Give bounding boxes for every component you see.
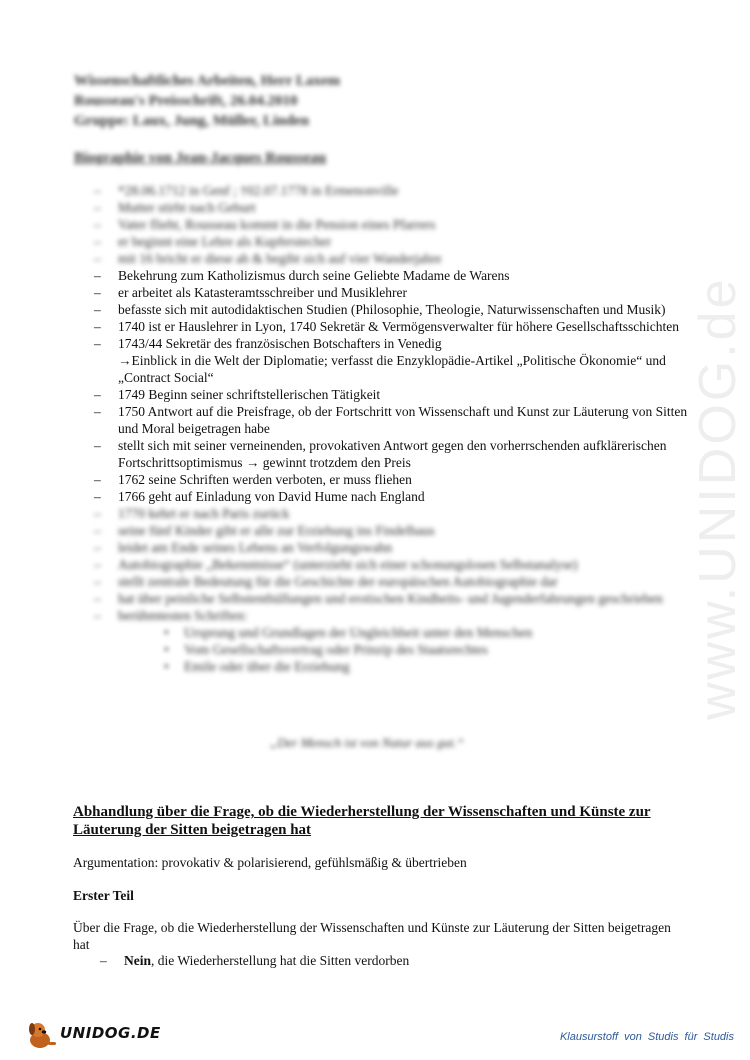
bio-item-text: 1743/44 Sekretär des französischen Botschafters in Venedig: [118, 336, 442, 351]
dash-marker: –: [94, 302, 101, 317]
bio-item-text: 1740 ist er Hauslehrer in Lyon, 1740 Sekretär & Vermögensverwalter für höhere Gesellschaftsschichten: [118, 319, 679, 334]
biography-title: Biographie von Jean-Jacques Rousseau: [74, 150, 327, 166]
section-title: Abhandlung über die Frage, ob die Wiederherstellung der Wissenschaften und Künste zur Läuterung der Sitten beigetragen hat: [73, 804, 651, 838]
bio-list-item: [94, 437, 694, 471]
bio-item-text: Vater flieht, Rousseau kommt in die Pension eines Pfarrers: [118, 217, 436, 232]
bio-list-item: [94, 471, 694, 488]
bio-list-item: [94, 250, 694, 267]
bio-list-item: [94, 607, 694, 624]
bio-item-text: hat über peinliche Selbstenthüllungen und erotischen Kindheits- und Jugenderfahrungen geschrieben: [118, 591, 663, 606]
dash-marker: –: [94, 472, 101, 487]
bio-item-text: 1770 kehrt er nach Paris zurück: [118, 506, 290, 521]
bio-list-item: [94, 318, 694, 335]
bullet-icon: •: [164, 625, 169, 640]
bio-item-text: Autobiographie „Bekenntnisse“ (unterzieht sich einer schonungslosen Selbstanalyse): [118, 557, 578, 572]
dash-marker: –: [94, 591, 101, 606]
header-line-3: Gruppe: Laux, Jung, Müller, Linden: [74, 113, 309, 129]
bio-list-item: [94, 284, 694, 301]
dog-icon: [24, 1018, 58, 1052]
bio-list-item: [94, 573, 694, 590]
watermark: www.UNIDOG.de: [689, 276, 747, 720]
bio-item-text: Mutter stirbt nach Geburt: [118, 200, 256, 215]
answer-rest: , die Wiederherstellung hat die Sitten verdorben: [151, 953, 410, 968]
bio-item-text: 1766 geht auf Einladung von David Hume nach England: [118, 489, 425, 504]
header-line-1: Wissenschaftliches Arbeiten, Herr Laxem: [74, 73, 341, 89]
bio-list-item: [94, 335, 694, 386]
document-header: [74, 71, 340, 131]
bio-item-text: berühmtesten Schriften:: [118, 608, 248, 623]
part-paragraph: Über die Frage, ob die Wiederherstellung der Wissenschaften und Künste zur Läuterung der Sitten beigetragen hat: [73, 920, 671, 952]
footer-slogan: Klausurstoff von Studis für Studis: [559, 1031, 734, 1043]
argumentation-line: Argumentation: provokativ & polarisierend, gefühlsmäßig & übertrieben: [73, 855, 467, 870]
work-item: [164, 624, 694, 641]
bio-list-item: [94, 488, 694, 505]
dash-marker: –: [94, 523, 101, 538]
part-title: Erster Teil: [73, 888, 134, 903]
dash-marker: –: [94, 234, 101, 249]
bio-list-item: [94, 505, 694, 522]
dash-marker: –: [94, 268, 101, 283]
bio-item-text: er beginnt eine Lehre als Kupferstecher: [118, 234, 332, 249]
dash-marker: –: [94, 438, 101, 453]
bio-item-text: Bekehrung zum Katholizismus durch seine Geliebte Madame de Warens: [118, 268, 510, 283]
work-title: Ursprung und Grundlagen der Ungleichheit unter den Menschen: [184, 625, 533, 640]
dash-marker: –: [94, 285, 101, 300]
bio-list-item: [94, 590, 694, 607]
dash-marker: –: [94, 200, 101, 215]
work-item: [164, 658, 694, 675]
bio-list-item: [94, 267, 694, 284]
work-title: Emile oder über die Erziehung: [184, 659, 350, 674]
dash-marker: –: [94, 251, 101, 266]
header-line-2: Rousseau's Preisschrift, 26.04.2010: [74, 93, 298, 109]
bullet-icon: •: [164, 642, 169, 657]
dash-marker: –: [94, 540, 101, 555]
bio-list-item: [94, 199, 694, 216]
bio-item-text: stellt zentrale Bedeutung für die Geschichte der europäischen Autobiographie dar: [118, 574, 558, 589]
biography-list: [94, 182, 694, 675]
work-title: Vom Gesellschaftsvertrag oder Prinzip des Staatsrechtes: [184, 642, 488, 657]
bio-list-item: [94, 216, 694, 233]
dash-marker: –: [94, 387, 101, 402]
bio-item-text: 1762 seine Schriften werden verboten, er muss fliehen: [118, 472, 412, 487]
works-list: [94, 624, 694, 675]
bio-list-item: [94, 182, 694, 199]
work-item: [164, 641, 694, 658]
dash-marker: –: [94, 489, 101, 504]
dash-marker: –: [94, 506, 101, 521]
dash-marker: –: [94, 319, 101, 334]
dash-marker: –: [94, 217, 101, 232]
rousseau-quote: „Der Mensch ist von Natur aus gut.“: [270, 735, 464, 750]
bio-item-text: stellt sich mit seiner verneinenden, provokativen Antwort gegen den vorherrschenden aufklärerischen Fortschrittsoptimismus → gewinnt trotzdem den Preis: [118, 438, 667, 470]
bullet-icon: •: [164, 659, 169, 674]
bio-list-item: [94, 386, 694, 403]
bio-list-item: [94, 301, 694, 318]
bio-item-text: er arbeitet als Katasteramtsschreiber und Musiklehrer: [118, 285, 408, 300]
bio-list-item: [94, 539, 694, 556]
bio-list-item: [94, 556, 694, 573]
bio-item-text: *28.06.1712 in Genf ; †02.07.1778 in Ermenonville: [118, 183, 399, 198]
logo-text: UNIDOG.DE: [60, 1024, 161, 1042]
bio-item-text: seine fünf Kinder gibt er alle zur Erziehung ins Findelhaus: [118, 523, 435, 538]
unidog-logo[interactable]: [24, 1018, 161, 1052]
bio-list-item: [94, 233, 694, 250]
bio-item-text: 1749 Beginn seiner schriftstellerischen Tätigkeit: [118, 387, 381, 402]
bio-item-text: leidet am Ende seines Lebens an Verfolgungswahn: [118, 540, 393, 555]
dash-marker: –: [94, 404, 101, 419]
bio-item-text: 1750 Antwort auf die Preisfrage, ob der Fortschritt von Wissenschaft und Kunst zur Läuterung von Sitten und Moral beigetragen habe: [118, 404, 688, 436]
bio-list-item: [94, 522, 694, 539]
bio-item-text: befasste sich mit autodidaktischen Studien (Philosophie, Theologie, Naturwissenschaften und Musik): [118, 302, 666, 317]
dash-marker: –: [100, 953, 107, 968]
dash-marker: –: [94, 574, 101, 589]
answer-line: [100, 953, 409, 969]
dash-marker: –: [94, 608, 101, 623]
bio-list-item: [94, 403, 694, 437]
dash-marker: –: [94, 336, 101, 351]
answer-bold: Nein: [124, 953, 151, 968]
dash-marker: –: [94, 557, 101, 572]
dash-marker: –: [94, 183, 101, 198]
bio-item-subtext: →Einblick in die Welt der Diplomatie; verfasst die Enzyklopädie-Artikel „Politische Ökonomie“ und „Contract Social“: [118, 353, 666, 385]
bio-item-text: mit 16 bricht er diese ab & begibt sich auf vier Wanderjahre: [118, 251, 442, 266]
